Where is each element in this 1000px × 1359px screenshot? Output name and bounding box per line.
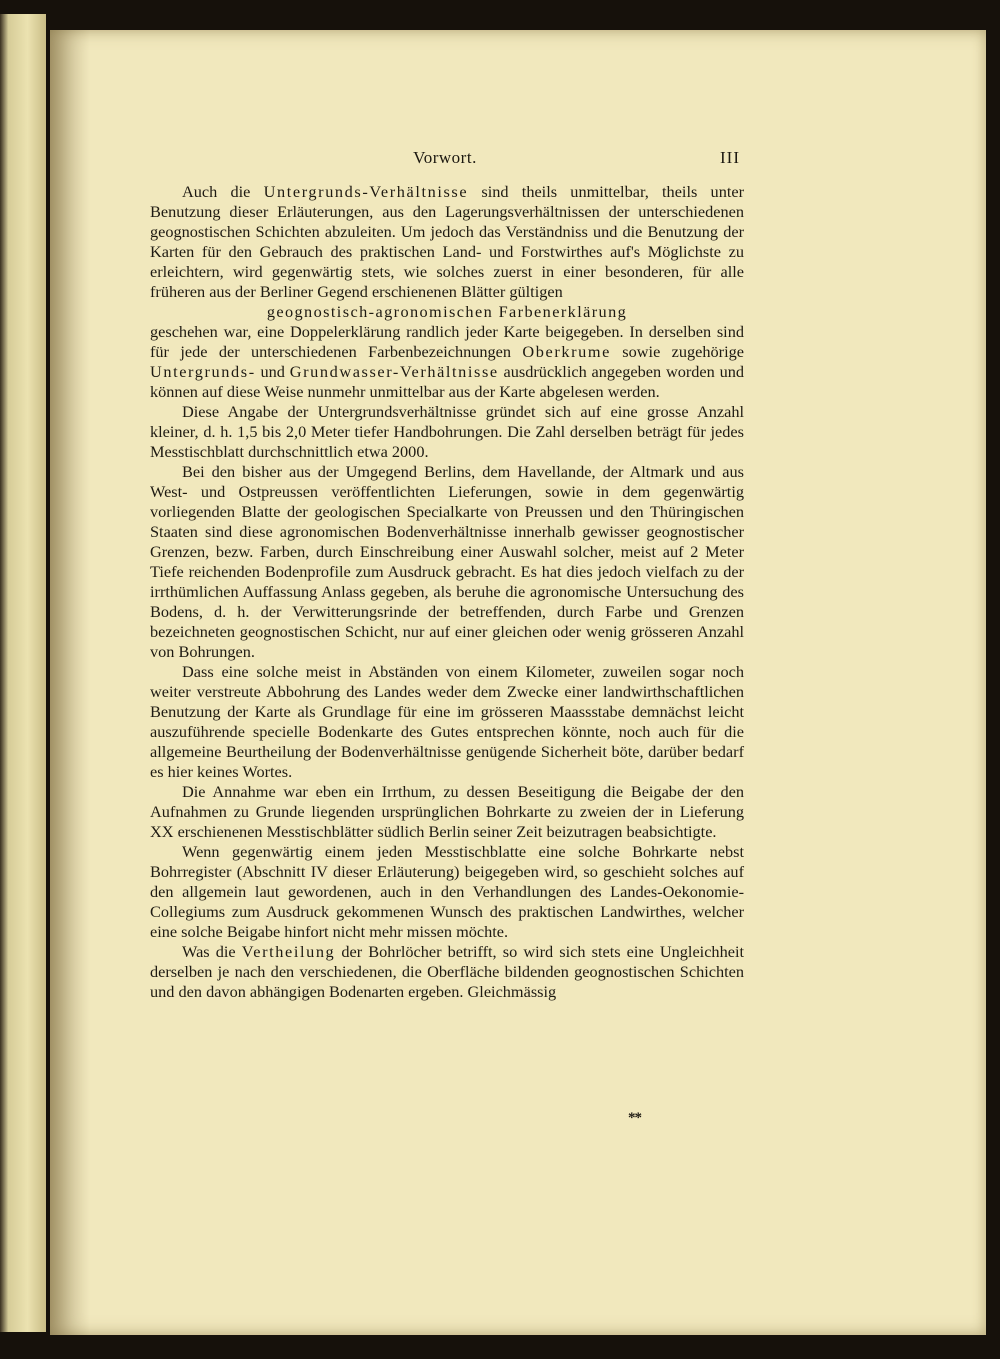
text-run: Bei den bisher aus der Umgegend Berlins, dem Havellande, der Altmark und aus West- und Ostpreussen veröffentlichten Lieferungen, sowie in dem gegenwärtig vorliegenden Blatte der geologischen Specialkarte von Preussen und den Thüringischen Staaten sind diese agronomischen Bodenverhältnisse innerhalb gewisser geognostischer Grenzen, bezw. Farben, durch Einschreibung einer Auswahl solcher, meist auf 2 Meter Tiefe reichenden Bodenprofile zum Ausdruck gebracht. Es hat dies jedoch vielfach zu der irrthümlichen Auffassung Anlass gegeben, als beruhe die agronomische Untersuchung des Bodens, d. h. der Verwitterungsrinde der betreffenden, durch Farbe und Grenzen bezeichneten geognostischen Schicht, nur auf einer gleichen oder wenig grösseren Anzahl von Bohrungen. bbox=[150, 462, 744, 661]
text-run: ausdrücklich angegeben worden und können auf diese Weise nunmehr unmittelbar aus der Karte abgelesen werden. bbox=[150, 362, 744, 401]
paragraph bbox=[150, 842, 744, 942]
paragraph bbox=[150, 462, 744, 662]
spaced-emphasis: Untergrunds-Verhältnisse bbox=[263, 182, 469, 201]
spaced-emphasis: Vertheilung bbox=[241, 942, 336, 961]
text-run: Wenn gegenwärtig einem jeden Messtischblatte eine solche Bohrkarte nebst Bohrregister (Abschnitt IV dieser Erläuterung) beigegeben wird, so geschieht solches auf den allgemein laut gewordenen, auch in den Verhandlungen des Landes-Oekonomie-Collegiums zum Ausdruck gekommenen Wunsch des praktischen Landwirthes, welcher eine solche Beigabe hinfort nicht mehr missen möchte. bbox=[150, 842, 744, 941]
paragraph bbox=[150, 782, 744, 842]
text-run: Auch die bbox=[182, 182, 264, 201]
text-run: Dass eine solche meist in Abständen von einem Kilometer, zuweilen sogar noch weiter verstreute Abbohrung des Landes weder dem Zwecke einer landwirthschaftlichen Benutzung der Karte als Grundlage für eine im grösseren Maassstabe demnächst leicht auszuführende specielle Bodenkarte des Gutes entsprechen könnte, noch auch für die allgemeine Beurtheilung der Bodenverhältnisse genügende Sicherheit böte, darüber bedarf es hier keines Wortes. bbox=[150, 662, 744, 781]
paragraph bbox=[150, 182, 744, 302]
text-run: sind theils unmittelbar, theils unter Benutzung dieser Erläuterungen, aus den Lagerungsverhältnissen der unterschiedenen geognostischen Schichten abzuleiten. Um jedoch das Verständniss und die Benutzung der Karten für den Gebrauch des praktischen Land- und Forstwirthes auf's Möglichste zu erleichtern, wird gegenwärtig stets, wie solches zuerst in einer besonderen, für alle früheren aus der Berliner Gegend erschienenen Blätter gültigen bbox=[150, 182, 745, 301]
paragraph: geognostisch-agronomischen Farbenerklärung bbox=[266, 302, 628, 321]
signature-mark: ** bbox=[628, 1110, 641, 1126]
body-text bbox=[150, 182, 744, 1002]
previous-page-edge bbox=[0, 14, 46, 1332]
gutter-shadow bbox=[50, 30, 90, 1335]
text-run: sowie zugehörige bbox=[610, 342, 744, 361]
spaced-emphasis: Oberkrume bbox=[522, 342, 611, 361]
running-header bbox=[150, 148, 740, 174]
text-run: Die Annahme war eben ein Irrthum, zu dessen Beseitigung die Beigabe der den Aufnahmen zu Grunde liegenden ursprünglichen Bohrkarte zu zweien der in Lieferung XX erschienenen Messtischblätter südlich Berlin seiner Zeit beizutragen beabsichtigte. bbox=[150, 782, 744, 841]
text-run: der Bohrlöcher betrifft, so wird sich stets eine Ungleichheit derselben je nach den verschiedenen, die Oberfläche bildenden geognostischen Schichten und den davon abhängigen Bodenarten ergeben. Gleichmässig bbox=[150, 942, 744, 1001]
text-run: Diese Angabe der Untergrundsverhältnisse gründet sich auf eine grosse Anzahl kleiner, d. h. 1,5 bis 2,0 Meter tiefer Handbohrungen. Die Zahl derselben beträgt für jedes Messtischblatt durchschnittlich etwa 2000. bbox=[150, 402, 744, 461]
paragraph bbox=[150, 322, 744, 402]
spaced-emphasis: Grundwasser-Verhältnisse bbox=[289, 362, 499, 381]
text-run: Was die bbox=[182, 942, 242, 961]
paragraph bbox=[150, 402, 744, 462]
page-number: III bbox=[720, 148, 740, 167]
spaced-emphasis: Untergrunds- bbox=[150, 362, 256, 381]
page-heading: Vorwort. bbox=[413, 148, 477, 167]
paragraph bbox=[150, 662, 744, 782]
text-run: und bbox=[255, 362, 290, 381]
text-run: geschehen war, eine Doppelerklärung randlich jeder Karte beigegeben. In derselben sind für jede der unterschiedenen Farbenbezeichnungen bbox=[150, 322, 744, 361]
paragraph bbox=[150, 942, 744, 1002]
